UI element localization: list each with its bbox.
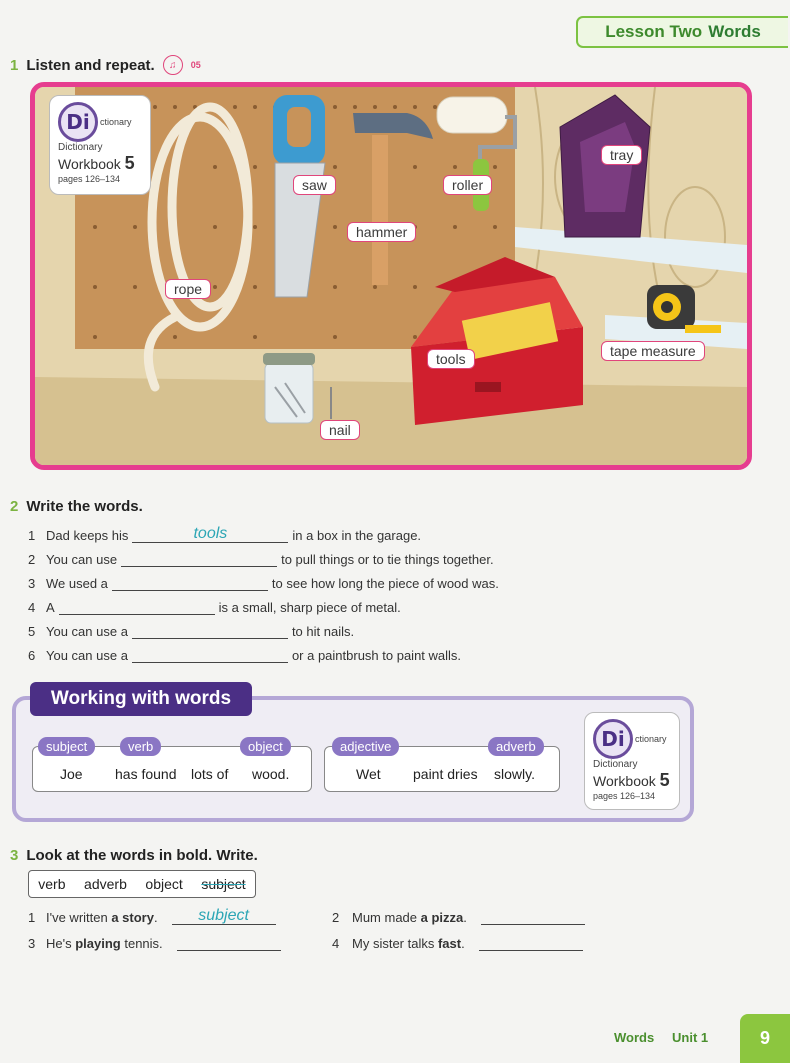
ex3-answer-2[interactable] (481, 908, 585, 925)
ex2-answer-1[interactable]: tools (132, 526, 288, 543)
working-with-words-title: Working with words (30, 682, 252, 716)
dictionary-suffix: ctionary (100, 117, 132, 127)
label-tape-measure: tape measure (601, 341, 705, 361)
ex2-answer-6[interactable] (132, 646, 288, 663)
dictionary-line: Dictionary (58, 142, 103, 153)
section1-title: Listen and repeat. (26, 56, 155, 74)
word-bank-object: object (145, 876, 183, 892)
section1-heading (10, 55, 201, 75)
tag-object: object (240, 737, 291, 756)
ex2-answer-2[interactable] (121, 550, 277, 567)
ex2-item-3: 3 We used a to see how long the piece of wood was. (28, 576, 499, 591)
lesson-topic: Words (708, 22, 761, 41)
audio-icon[interactable]: ♫ (163, 55, 183, 75)
label-rope: rope (165, 279, 211, 299)
word-bank-verb: verb (38, 876, 66, 892)
label-hammer: hammer (347, 222, 416, 242)
section3-number: 3 (10, 847, 19, 864)
dictionary-di-icon: Di (58, 102, 98, 142)
lesson-label: Lesson Two (605, 22, 703, 41)
dictionary-workbook: Workbook 5 (58, 153, 135, 173)
word-bank (28, 870, 256, 898)
ex3-item-1: 1 I've written a story . subject (28, 908, 280, 925)
ex2-answer-5[interactable] (132, 622, 288, 639)
section2-number: 2 (10, 498, 19, 515)
ex3-answer-1[interactable]: subject (172, 908, 276, 925)
dictionary-workbook-2: Workbook 5 (593, 770, 670, 790)
ex3-item-3: 3 He's playing tennis. (28, 934, 285, 951)
tag-verb: verb (120, 737, 161, 756)
word-has-found: has found (115, 766, 177, 782)
section2-title: Write the words. (26, 498, 143, 515)
footer-section: Words (614, 1030, 655, 1045)
word-lots-of: lots of (191, 766, 229, 782)
ex3-answer-4[interactable] (479, 934, 583, 951)
label-tools: tools (427, 349, 475, 369)
tag-adjective: adjective (332, 737, 399, 756)
ex2-item-5: 5 You can use a to hit nails. (28, 624, 355, 639)
ex2-answer-4[interactable] (59, 598, 215, 615)
dictionary-badge-bottom[interactable]: Di ctionary Dictionary Workbook 5 pages 126–134 (584, 712, 680, 810)
word-slowly: slowly. (494, 766, 535, 782)
word-bank-adverb: adverb (84, 876, 127, 892)
section3-title: Look at the words in bold. Write. (26, 847, 258, 864)
word-joe: Joe (60, 766, 83, 782)
audio-track-number: 05 (190, 60, 201, 70)
word-wood: wood. (252, 766, 290, 782)
word-wet: Wet (356, 766, 381, 782)
page-number: 9 (740, 1014, 790, 1063)
ex3-answer-3[interactable] (177, 934, 281, 951)
label-tray: tray (601, 145, 642, 165)
tag-subject: subject (38, 737, 95, 756)
section2-heading (10, 498, 143, 515)
word-bank-subject: subject (201, 876, 246, 892)
dictionary-badge-top[interactable] (49, 95, 151, 195)
lesson-tab (576, 16, 788, 48)
ex2-answer-3[interactable] (112, 574, 268, 591)
ex2-item-6: 6 You can use a or a paintbrush to paint walls. (28, 648, 462, 663)
ex3-item-4: 4 My sister talks fast . (332, 934, 587, 951)
label-nail: nail (320, 420, 360, 440)
tag-adverb: adverb (488, 737, 544, 756)
label-roller: roller (443, 175, 492, 195)
word-paint-dries: paint dries (413, 766, 478, 782)
footer-unit: Unit 1 (672, 1030, 709, 1045)
ex2-item-1: 1 Dad keeps his tools in a box in the garage. (28, 525, 422, 543)
dictionary-pages: pages 126–134 (58, 174, 121, 184)
section3-heading (10, 847, 258, 864)
dictionary-di-icon-2: Di (593, 719, 633, 759)
section1-number: 1 (10, 56, 19, 74)
ex3-item-2: 2 Mum made a pizza . (332, 908, 589, 925)
workshop-illustration (30, 82, 752, 470)
ex2-item-2: 2 You can use to pull things or to tie things together. (28, 552, 494, 567)
ex2-item-4: 4 A is a small, sharp piece of metal. (28, 600, 401, 615)
label-saw: saw (293, 175, 336, 195)
